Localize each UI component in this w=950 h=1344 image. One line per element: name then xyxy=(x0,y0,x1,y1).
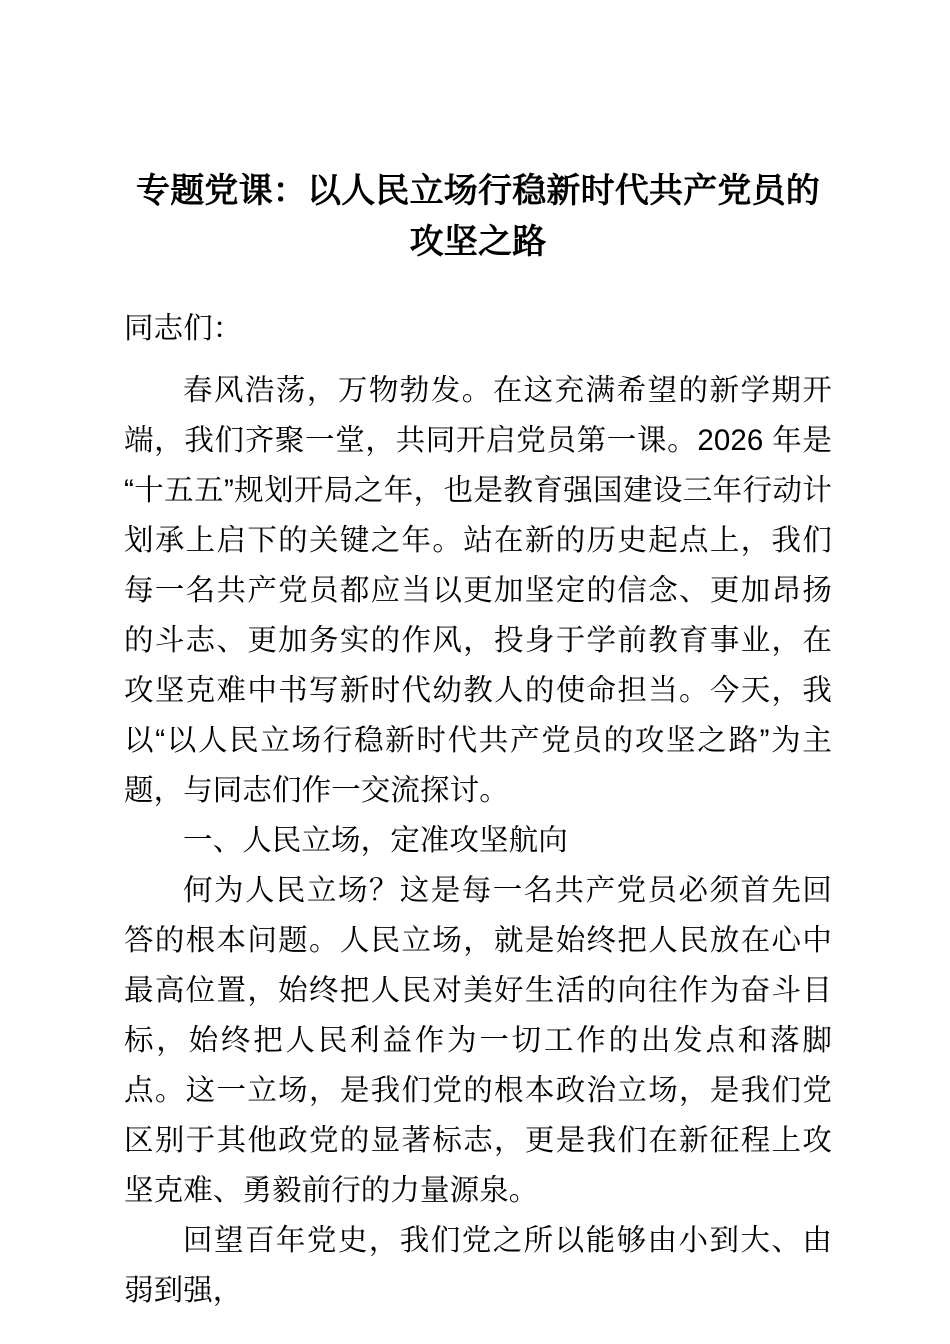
title-line-2: 攻坚之路 xyxy=(409,223,547,261)
section-heading-1: 一、人民立场，定准攻坚航向 xyxy=(183,824,568,857)
paragraph-body: 春风浩荡，万物勃发。在这充满希望的新学期开端，我们齐聚一堂，共同开启党员第一课。2026 年是“十五五”规划开局之年，也是教育强国建设三年行动计划承上启下的关键之年。站在新的历史起点上，我们每一名共产党员都应当以更加坚定的信念、更加昂扬的斗志、更加务实的作风，投身于学前教育事业，在攻坚克难中书写新时代幼教人的使命担当。今天，我以“以人民立场行稳新时代共产党员的攻坚之路”为主题，与同志们作一交流探讨。 xyxy=(124,374,832,807)
paragraph-body: 何为人民立场？这是每一名共产党员必须首先回答的根本问题。人民立场，就是始终把人民放在心中最高位置，始终把人民对美好生活的向往作为奋斗目标，始终把人民利益作为一切工作的出发点和落脚点。这一立场，是我们党的根本政治立场，是我们党区别于其他政党的显著标志，更是我们在新征程上攻坚克难、勇毅前行的力量源泉。 xyxy=(124,874,832,1207)
paragraph-body: 回望百年党史，我们党之所以能够由小到大、由弱到强， xyxy=(124,1224,832,1307)
page-title xyxy=(124,0,832,268)
document-body xyxy=(124,0,832,1316)
salutation: 同志们： xyxy=(124,312,243,345)
title-line-1: 专题党课：以人民立场行稳新时代共产党员的 xyxy=(136,172,820,210)
